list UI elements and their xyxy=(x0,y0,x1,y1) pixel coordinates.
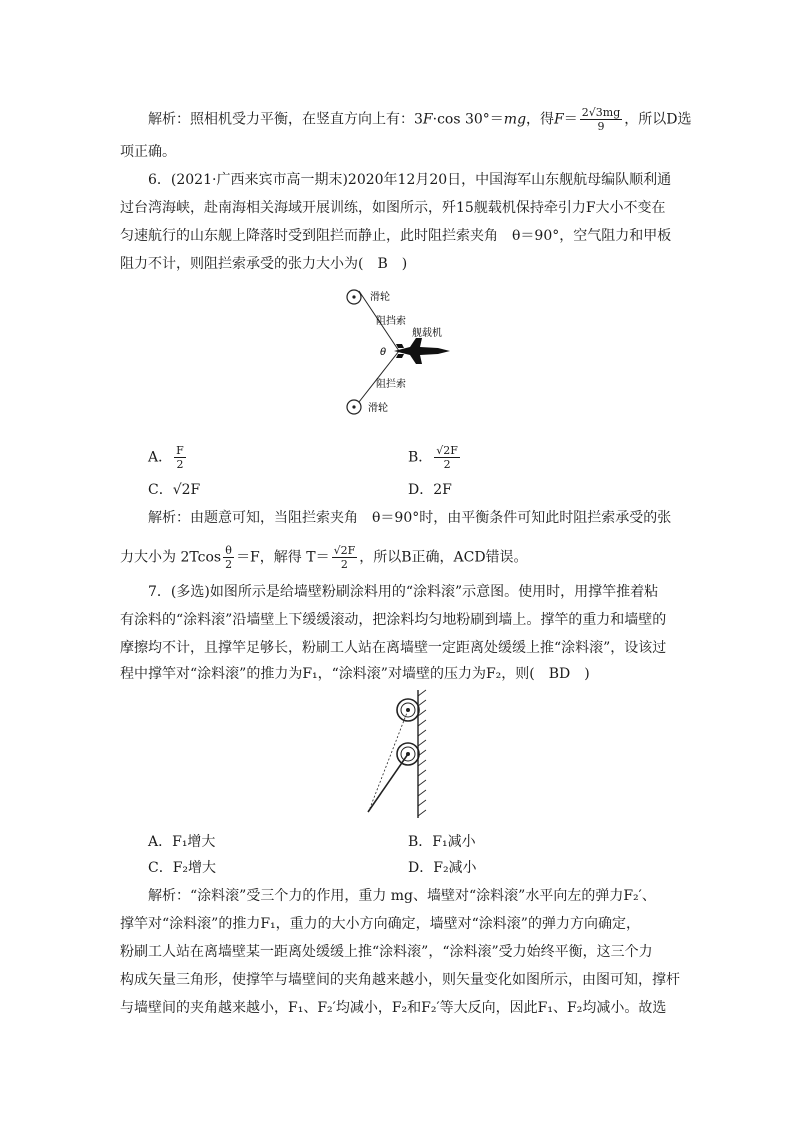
q7-option-a: A．F₁增大 xyxy=(148,834,216,850)
option-label: A． xyxy=(148,449,173,466)
q6-stem-line: 匀速航行的山东舰上降落时受到阻拦而静止，此时阻拦索夹角 θ＝90°，空气阻力和甲板 xyxy=(120,228,672,244)
pulley-bottom-label: 滑轮 xyxy=(368,403,388,414)
option-label: C． xyxy=(148,482,173,498)
frac-denominator: 2 xyxy=(176,458,184,471)
q6-stem-line: 过台湾海峡，赴南海相关海域开展训练，如图所示，歼15舰载机保持牵引力F大小不变在 xyxy=(120,200,666,216)
q5-frac-numerator: 2√3mg xyxy=(581,106,621,119)
bottom-cable xyxy=(359,351,399,402)
q6-option-d xyxy=(408,480,452,500)
option-value: √2F xyxy=(172,482,201,498)
q6-stem-line: 6．(2021·广西来宾市高一期末)2020年12月20日，中国海军山东舰航母编队顺利通 xyxy=(148,172,672,188)
option-label: B． xyxy=(408,449,433,466)
frac-denominator: 2 xyxy=(225,558,233,571)
frac-numerator: √2F xyxy=(436,444,458,457)
cable-top-label: 阻挡索 xyxy=(376,316,406,327)
option-value: 2F xyxy=(433,482,452,498)
q5-analysis-text: ·cos 30°＝ xyxy=(432,111,504,128)
q5-fraction xyxy=(580,106,622,133)
q6-option-c xyxy=(148,480,200,500)
q5-analysis-line xyxy=(148,106,691,133)
q6-option-a xyxy=(148,444,188,471)
frac-numerator: √2F xyxy=(333,544,356,557)
q6-analysis-line xyxy=(120,544,528,571)
option-fraction xyxy=(434,444,460,471)
q6-analysis-line: 解析：由题意可知，当阻拦索夹角 θ＝90°时，由平衡条件可知此时阻拦索承受的张 xyxy=(148,510,672,526)
pole xyxy=(368,754,408,812)
cable-bottom-label: 阻拦索 xyxy=(376,379,406,390)
pulley-top-label: 滑轮 xyxy=(370,292,390,303)
option-fraction xyxy=(174,444,186,471)
frac-denominator: 2 xyxy=(443,458,451,471)
q5-analysis-text: ，所以D选 xyxy=(624,111,692,128)
q5-analysis-text: ＝ xyxy=(563,111,578,128)
arresting-cable-figure xyxy=(340,280,460,430)
frac-numerator: θ xyxy=(223,544,234,558)
q6-analysis-text: ，所以B正确，ACD错误。 xyxy=(359,549,528,566)
q5-var-f: F xyxy=(422,111,433,128)
frac-denominator: 2 xyxy=(340,558,348,571)
paint-roller-figure xyxy=(360,688,440,820)
q6-analysis-text: 力大小为 2Tcos xyxy=(120,549,222,566)
q7-analysis-line: 粉刷工人站在离墙壁某一距离处缓缓上推“涂料滚”，“涂料滚”受力始终平衡，这三个力 xyxy=(120,944,653,960)
q5-var-f: F xyxy=(554,111,564,128)
fighter-jet-icon xyxy=(394,338,450,364)
q6-analysis-fraction xyxy=(332,544,358,571)
frac-numerator: F xyxy=(176,444,184,457)
q6-stem-line: 阻力不计，则阻拦索承受的张力大小为( B ) xyxy=(120,256,408,272)
q7-analysis-line: 与墙壁间的夹角越来越小，F₁、F₂′均减小，F₂和F₂′等大反向，因此F₁、F₂均减小。故选 xyxy=(120,1000,667,1016)
q7-analysis-line: 构成矢量三角形，使撑竿与墙壁间的夹角越来越小，则矢量变化如图所示，由图可知，撑杆 xyxy=(120,972,680,988)
pole-earlier xyxy=(370,710,408,808)
q7-analysis-line: 撑竿对“涂料滚”的推力F₁，重力的大小方向确定，墙壁对“涂料滚”的弹力方向确定， xyxy=(120,916,640,932)
q5-frac-denominator: 9 xyxy=(597,120,605,133)
q7-option-d: D．F₂减小 xyxy=(408,860,477,876)
q7-option-b: B．F₁减小 xyxy=(408,834,476,850)
q7-stem-line: 程中撑竿对“涂料滚”的推力为F₁，“涂料滚”对墙壁的压力为F₂，则( BD ) xyxy=(120,666,590,682)
angle-label: θ xyxy=(380,347,387,358)
option-label: D． xyxy=(408,482,434,498)
q6-analysis-text: ＝F，解得 T＝ xyxy=(236,549,330,566)
q7-stem-line: 有涂料的“涂料滚”沿墙壁上下缓缓滚动，把涂料均匀地粉刷到墙上。撑竿的重力和墙壁的 xyxy=(120,612,667,628)
q7-stem-line: 摩擦均不计，且撑竿足够长，粉刷工人站在离墙壁一定距离处缓缓上推“涂料滚”，设该过 xyxy=(120,640,667,656)
q5-var-mg: mg xyxy=(503,111,527,128)
q5-analysis-text: 解析：照相机受力平衡，在竖直方向上有：3 xyxy=(148,111,423,128)
q6-option-b xyxy=(408,444,462,471)
q6-analysis-fraction xyxy=(223,544,234,571)
q5-analysis-end: 项正确。 xyxy=(120,144,176,160)
q7-stem-line: 7．(多选)如图所示是给墙壁粉刷涂料用的“涂料滚”示意图。使用时，用撑竿推着粘 xyxy=(148,584,659,600)
q7-analysis-line: 解析：“涂料滚”受三个力的作用，重力 mg、墙壁对“涂料滚”水平向左的弹力F₂′、 xyxy=(148,888,656,904)
plane-label: 舰载机 xyxy=(412,328,442,339)
q7-option-c: C．F₂增大 xyxy=(148,860,217,876)
q5-analysis-text: ，得 xyxy=(526,111,555,128)
